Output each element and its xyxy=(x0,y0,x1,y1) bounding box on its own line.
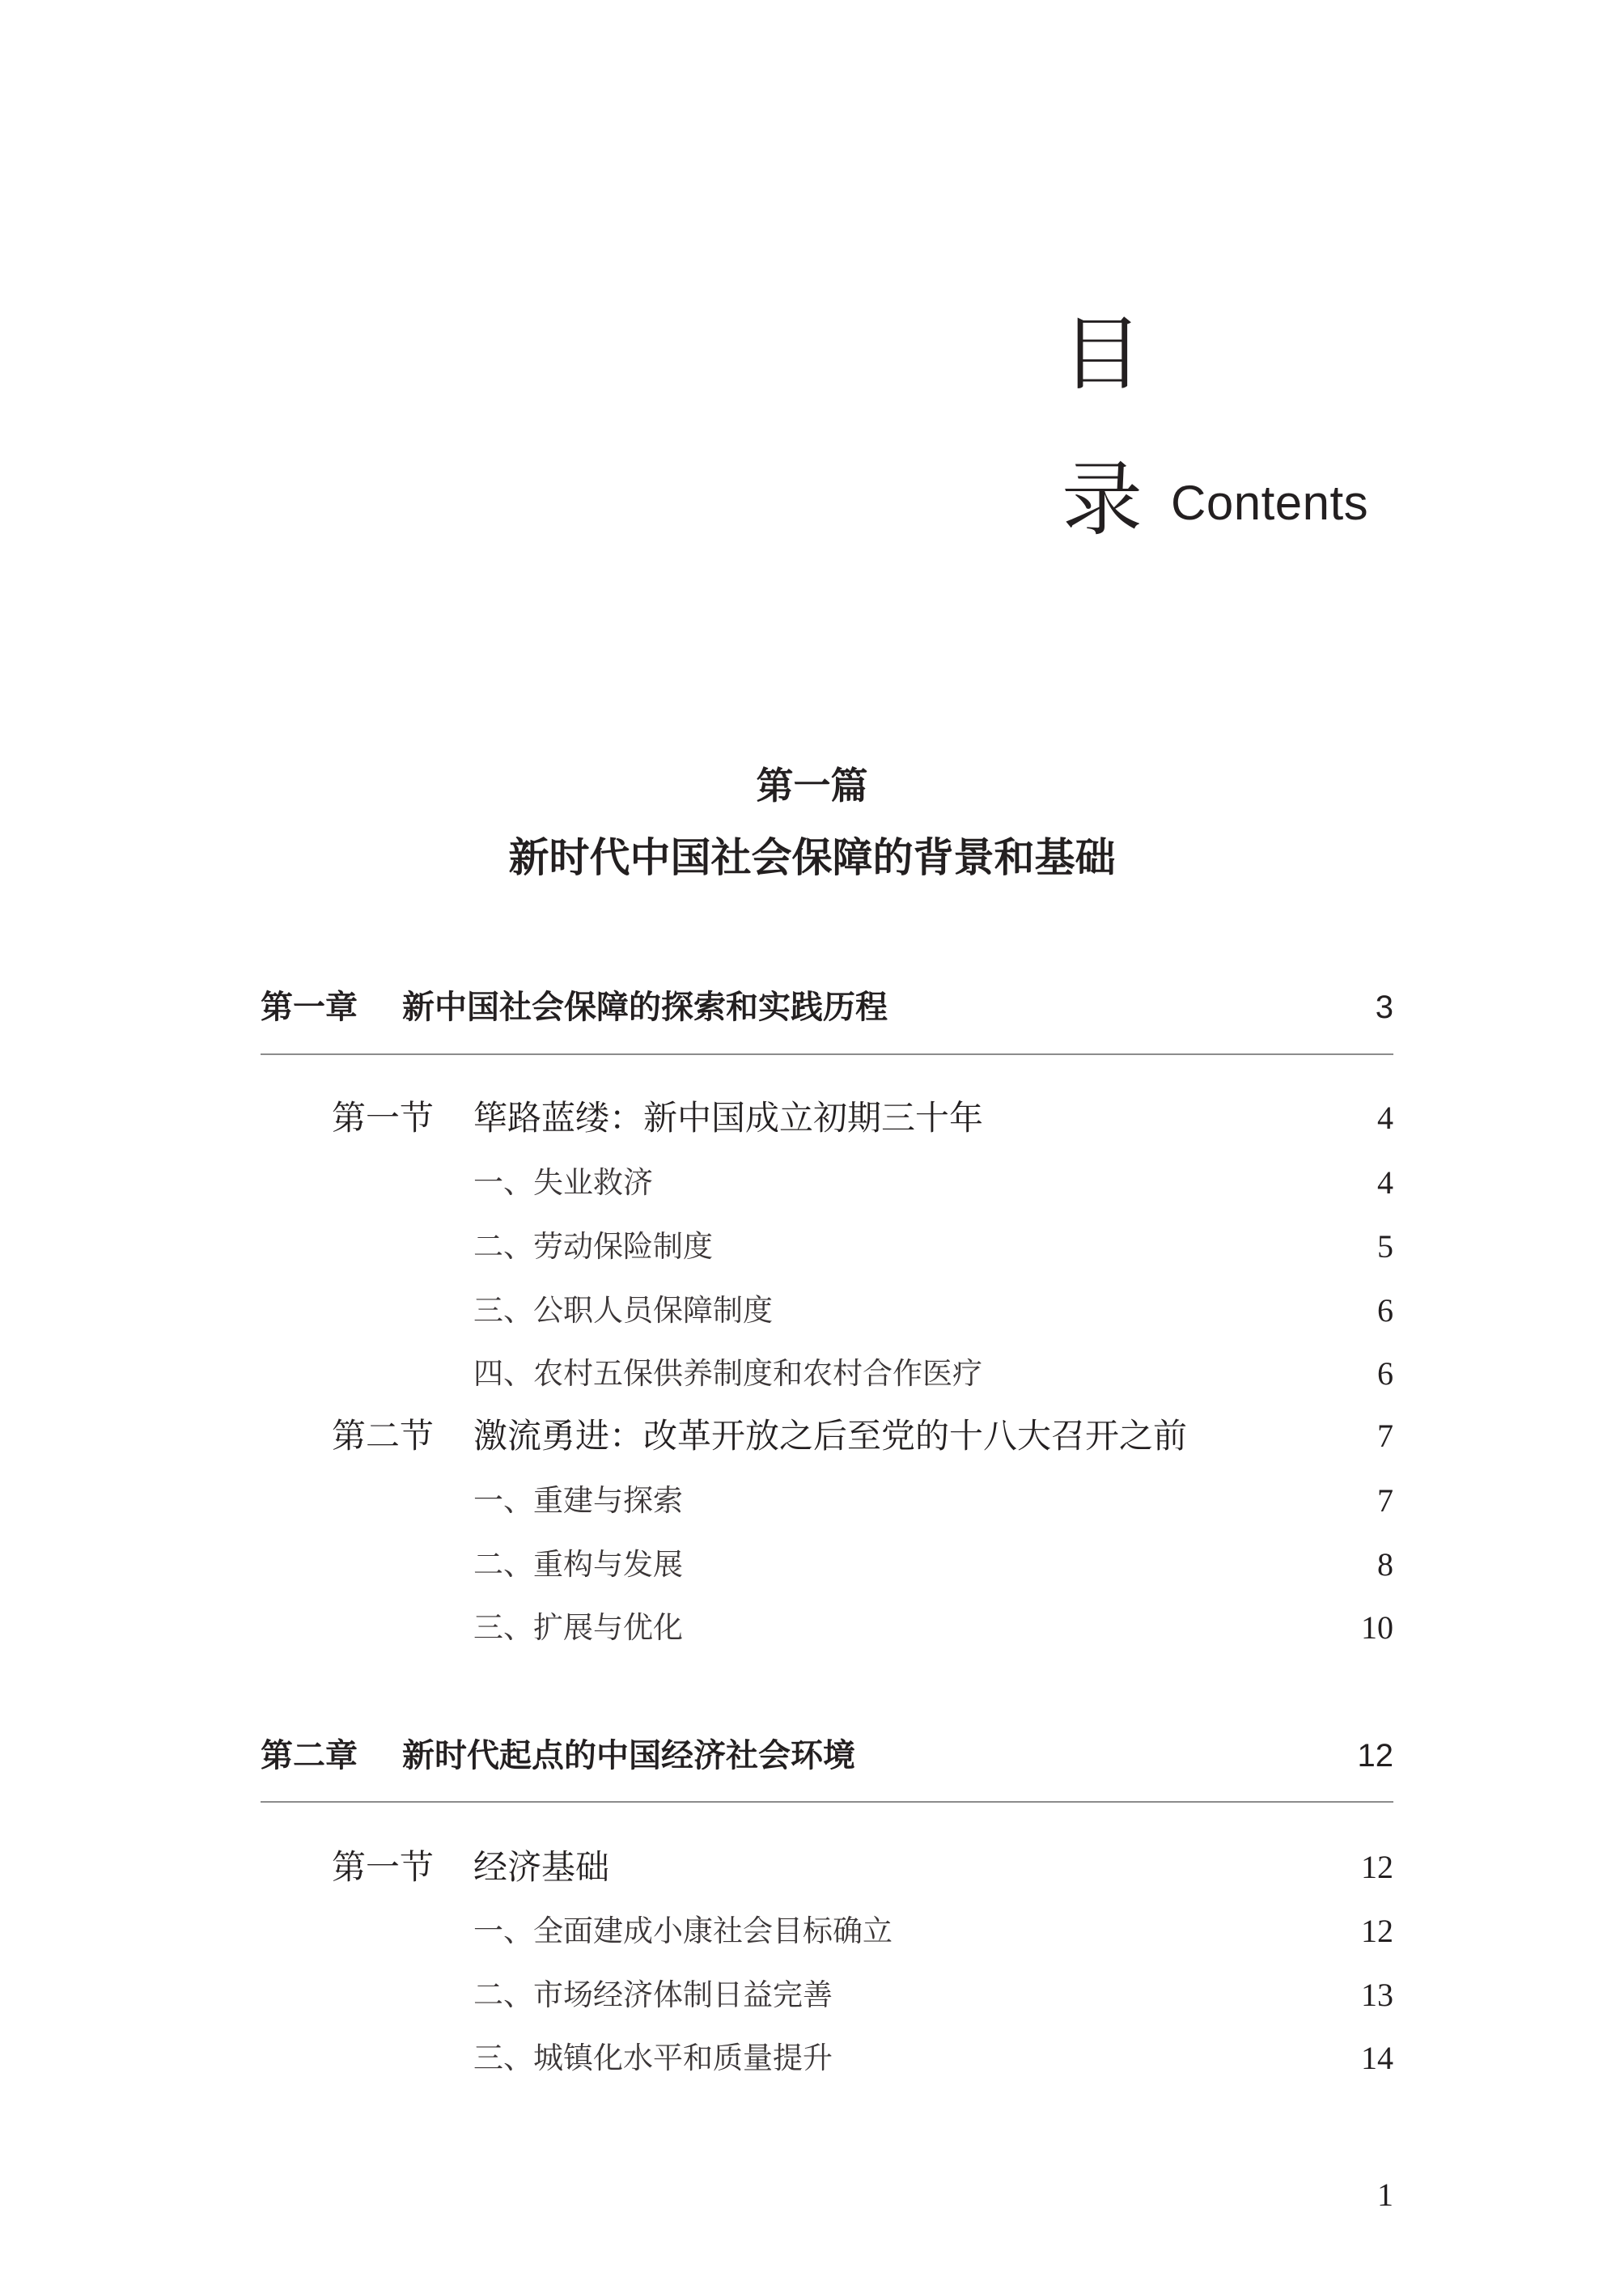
item-page: 4 xyxy=(1377,1164,1393,1201)
item-title: 一、重建与探索 xyxy=(473,1483,683,1518)
toc-item[interactable] xyxy=(473,1608,1393,1648)
toc-chapter-1[interactable] xyxy=(261,985,1393,1030)
item-page: 6 xyxy=(1377,1355,1393,1392)
toc-item[interactable] xyxy=(473,1911,1393,1952)
chapter-label: 第二章 xyxy=(261,1737,358,1774)
item-page: 12 xyxy=(1361,1913,1393,1949)
toc-item[interactable] xyxy=(473,1545,1393,1585)
toc-item[interactable] xyxy=(473,1481,1393,1521)
item-title: 一、全面建成小康社会目标确立 xyxy=(473,1914,893,1948)
title-char-mu: 目 xyxy=(1062,307,1143,401)
toc-section-2-1[interactable] xyxy=(332,1845,1393,1890)
title-char-lu: 录 xyxy=(1062,452,1143,547)
item-page: 14 xyxy=(1361,2040,1393,2076)
item-title: 二、劳动保险制度 xyxy=(473,1229,713,1264)
title-contents: Contents xyxy=(1171,476,1369,530)
item-title: 一、失业救济 xyxy=(473,1165,653,1200)
item-page: 10 xyxy=(1361,1609,1393,1646)
chapter-divider xyxy=(261,1801,1393,1803)
part-title: 新时代中国社会保障的背景和基础 xyxy=(508,834,1116,881)
toc-item[interactable] xyxy=(473,1291,1393,1331)
item-page: 13 xyxy=(1361,1977,1393,2013)
item-title: 二、重构与发展 xyxy=(473,1547,683,1582)
toc-section-1-1[interactable] xyxy=(332,1096,1393,1141)
item-title: 三、扩展与优化 xyxy=(473,1610,683,1645)
page-number: 1 xyxy=(1377,2176,1393,2213)
item-title: 二、市场经济体制日益完善 xyxy=(473,1977,833,2012)
section-title: 经济基础 xyxy=(473,1847,610,1887)
toc-item[interactable] xyxy=(473,1975,1393,2015)
chapter-label: 第一章 xyxy=(261,989,358,1026)
chapter-title: 新时代起点的中国经济社会环境 xyxy=(402,1737,855,1774)
item-page: 5 xyxy=(1377,1228,1393,1265)
item-title: 四、农村五保供养制度和农村合作医疗 xyxy=(473,1356,982,1391)
chapter-title: 新中国社会保障的探索和实践历程 xyxy=(402,989,888,1026)
chapter-page: 3 xyxy=(1375,990,1393,1025)
item-page: 7 xyxy=(1377,1482,1393,1519)
item-page: 8 xyxy=(1377,1546,1393,1583)
section-title: 激流勇进：改革开放之后至党的十八大召开之前 xyxy=(473,1416,1188,1456)
section-title: 筚路蓝缕：新中国成立初期三十年 xyxy=(473,1098,984,1138)
chapter-page: 12 xyxy=(1357,1738,1393,1774)
section-page: 12 xyxy=(1361,1849,1393,1885)
chapter-divider xyxy=(261,1053,1393,1055)
item-page: 6 xyxy=(1377,1292,1393,1329)
part-label: 第一篇 xyxy=(756,764,868,807)
section-page: 7 xyxy=(1377,1418,1393,1454)
item-title: 三、城镇化水平和质量提升 xyxy=(473,2041,833,2075)
item-title: 三、公职人员保障制度 xyxy=(473,1293,773,1328)
section-label: 第二节 xyxy=(332,1416,435,1456)
toc-item[interactable] xyxy=(473,1354,1393,1394)
toc-item[interactable] xyxy=(473,1227,1393,1267)
toc-section-1-2[interactable] xyxy=(332,1414,1393,1459)
section-page: 4 xyxy=(1377,1100,1393,1136)
section-label: 第一节 xyxy=(332,1847,435,1887)
toc-chapter-2[interactable] xyxy=(261,1733,1393,1778)
section-label: 第一节 xyxy=(332,1098,435,1138)
toc-item[interactable] xyxy=(473,2038,1393,2079)
toc-item[interactable] xyxy=(473,1163,1393,1203)
